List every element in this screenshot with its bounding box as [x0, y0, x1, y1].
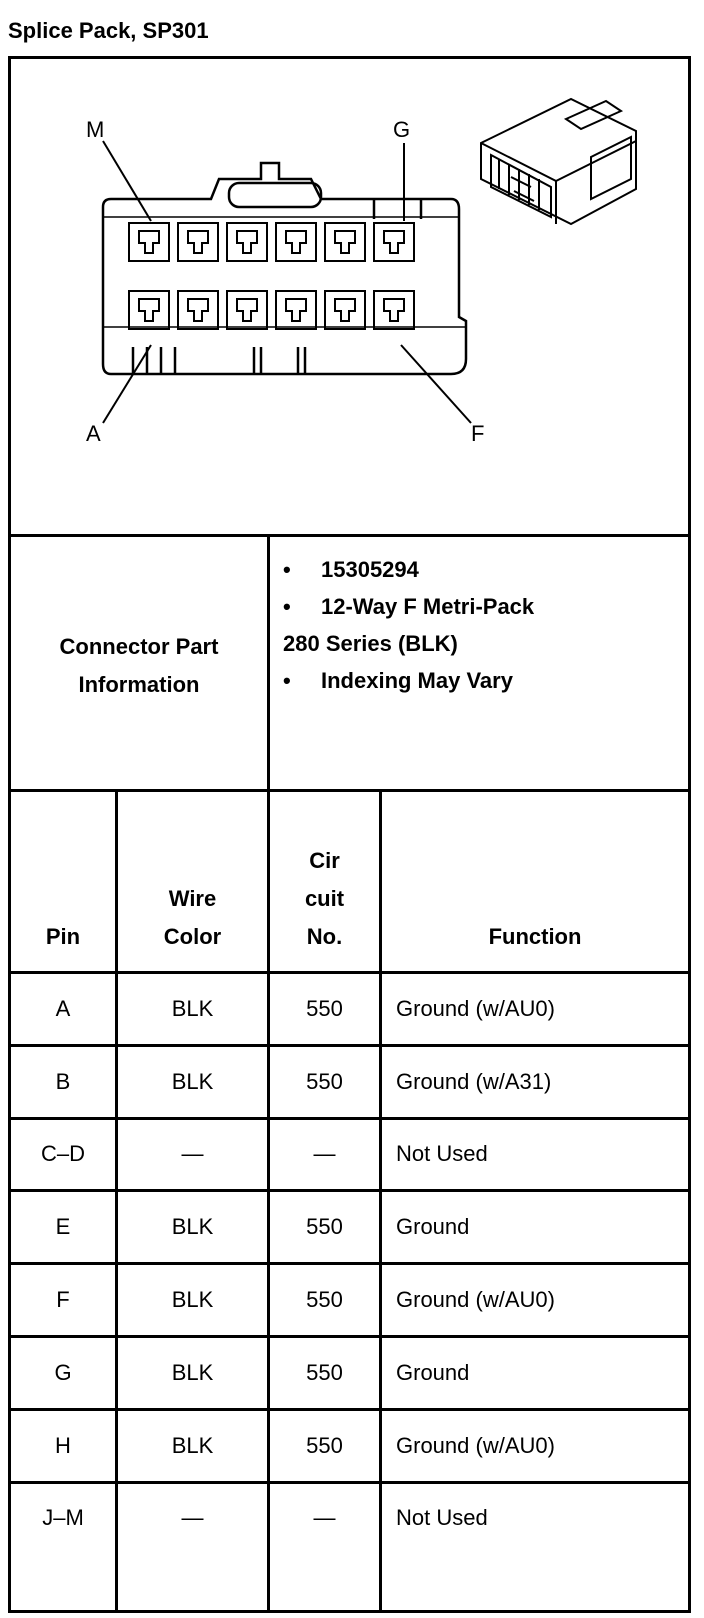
- terminal-cavity: [227, 291, 267, 329]
- connector-latch: [229, 183, 321, 207]
- terminal-cavity: [276, 223, 316, 261]
- cell-circuit-no: —: [313, 1505, 336, 1531]
- cell-pin: H: [55, 1432, 71, 1458]
- cell-function: Ground (w/AU0): [396, 995, 555, 1021]
- terminal-cavity: [276, 291, 316, 329]
- header-function: Function: [488, 924, 582, 949]
- header-pin: Pin: [45, 924, 81, 949]
- info-bullet-part-number: • 15305294: [283, 557, 419, 582]
- cell-pin: G: [54, 1359, 72, 1385]
- cell-function: Ground: [396, 1359, 470, 1385]
- cell-wire-color: BLK: [171, 1068, 214, 1094]
- cell-function: Not Used: [396, 1505, 488, 1531]
- cell-circuit-no: —: [313, 1141, 336, 1167]
- terminal-cavity: [325, 291, 365, 329]
- connector-info-list: [283, 551, 534, 699]
- terminal-cavity: [374, 223, 414, 261]
- connector-info-label: [11, 540, 267, 791]
- connector-isometric-icon: [481, 99, 636, 224]
- connector-diagram: [11, 59, 688, 537]
- info-bullet-indexing: • Indexing May Vary: [283, 668, 513, 693]
- header-wire-color: Wire Color: [163, 886, 222, 949]
- cell-pin: E: [55, 1214, 71, 1240]
- pin-label-g: G: [393, 117, 411, 142]
- cell-function: Ground: [396, 1214, 470, 1240]
- cell-pin: C–D: [40, 1141, 85, 1167]
- terminal-cavity: [178, 223, 218, 261]
- header-circuit-no: Cir cuit No.: [304, 848, 345, 949]
- cell-pin: J–M: [42, 1505, 84, 1531]
- info-divider: [267, 537, 270, 792]
- page-title: Splice Pack, SP301: [8, 18, 209, 43]
- cell-circuit-no: 550: [306, 1214, 343, 1240]
- terminal-cavity: [178, 291, 218, 329]
- cell-circuit-no: 550: [306, 1432, 343, 1458]
- pin-label-f: F: [471, 421, 485, 446]
- pin-label-m: M: [86, 117, 105, 142]
- info-bullet-series: 280 Series (BLK): [283, 631, 458, 656]
- cell-pin: B: [55, 1068, 71, 1094]
- cell-circuit-no: 550: [306, 995, 343, 1021]
- cell-wire-color: BLK: [171, 1432, 214, 1458]
- cell-circuit-no: 550: [306, 1287, 343, 1313]
- cell-function: Ground (w/AU0): [396, 1287, 555, 1313]
- connector-body-outline: [103, 163, 466, 374]
- cell-wire-color: BLK: [171, 995, 214, 1021]
- cell-wire-color: —: [181, 1141, 204, 1167]
- terminal-cavity: [227, 223, 267, 261]
- cell-wire-color: —: [181, 1505, 204, 1531]
- divider-line: [11, 534, 688, 537]
- cell-function: Ground (w/A31): [396, 1068, 552, 1094]
- cell-wire-color: BLK: [171, 1359, 214, 1385]
- terminal-cavity: [129, 223, 169, 261]
- cell-function: Ground (w/AU0): [396, 1432, 555, 1458]
- info-bullet-connector-type: • 12-Way F Metri-Pack: [283, 594, 535, 619]
- terminal-cavity: [325, 223, 365, 261]
- cell-pin: F: [56, 1287, 70, 1313]
- cell-circuit-no: 550: [306, 1068, 343, 1094]
- connector-info-label-line2: Information: [78, 671, 200, 697]
- cell-pin: A: [55, 995, 71, 1021]
- connector-info-label-line1: Connector Part: [59, 633, 219, 659]
- cell-wire-color: BLK: [171, 1287, 214, 1313]
- pin-label-a: A: [86, 421, 101, 446]
- terminal-cavity: [374, 291, 414, 329]
- cell-circuit-no: 550: [306, 1359, 343, 1385]
- cell-wire-color: BLK: [171, 1214, 214, 1240]
- cell-function: Not Used: [396, 1141, 488, 1167]
- connector-face-drawing: [11, 59, 688, 537]
- terminal-cavity: [129, 291, 169, 329]
- connector-sheet: [8, 56, 691, 1613]
- divider-line: [11, 789, 688, 792]
